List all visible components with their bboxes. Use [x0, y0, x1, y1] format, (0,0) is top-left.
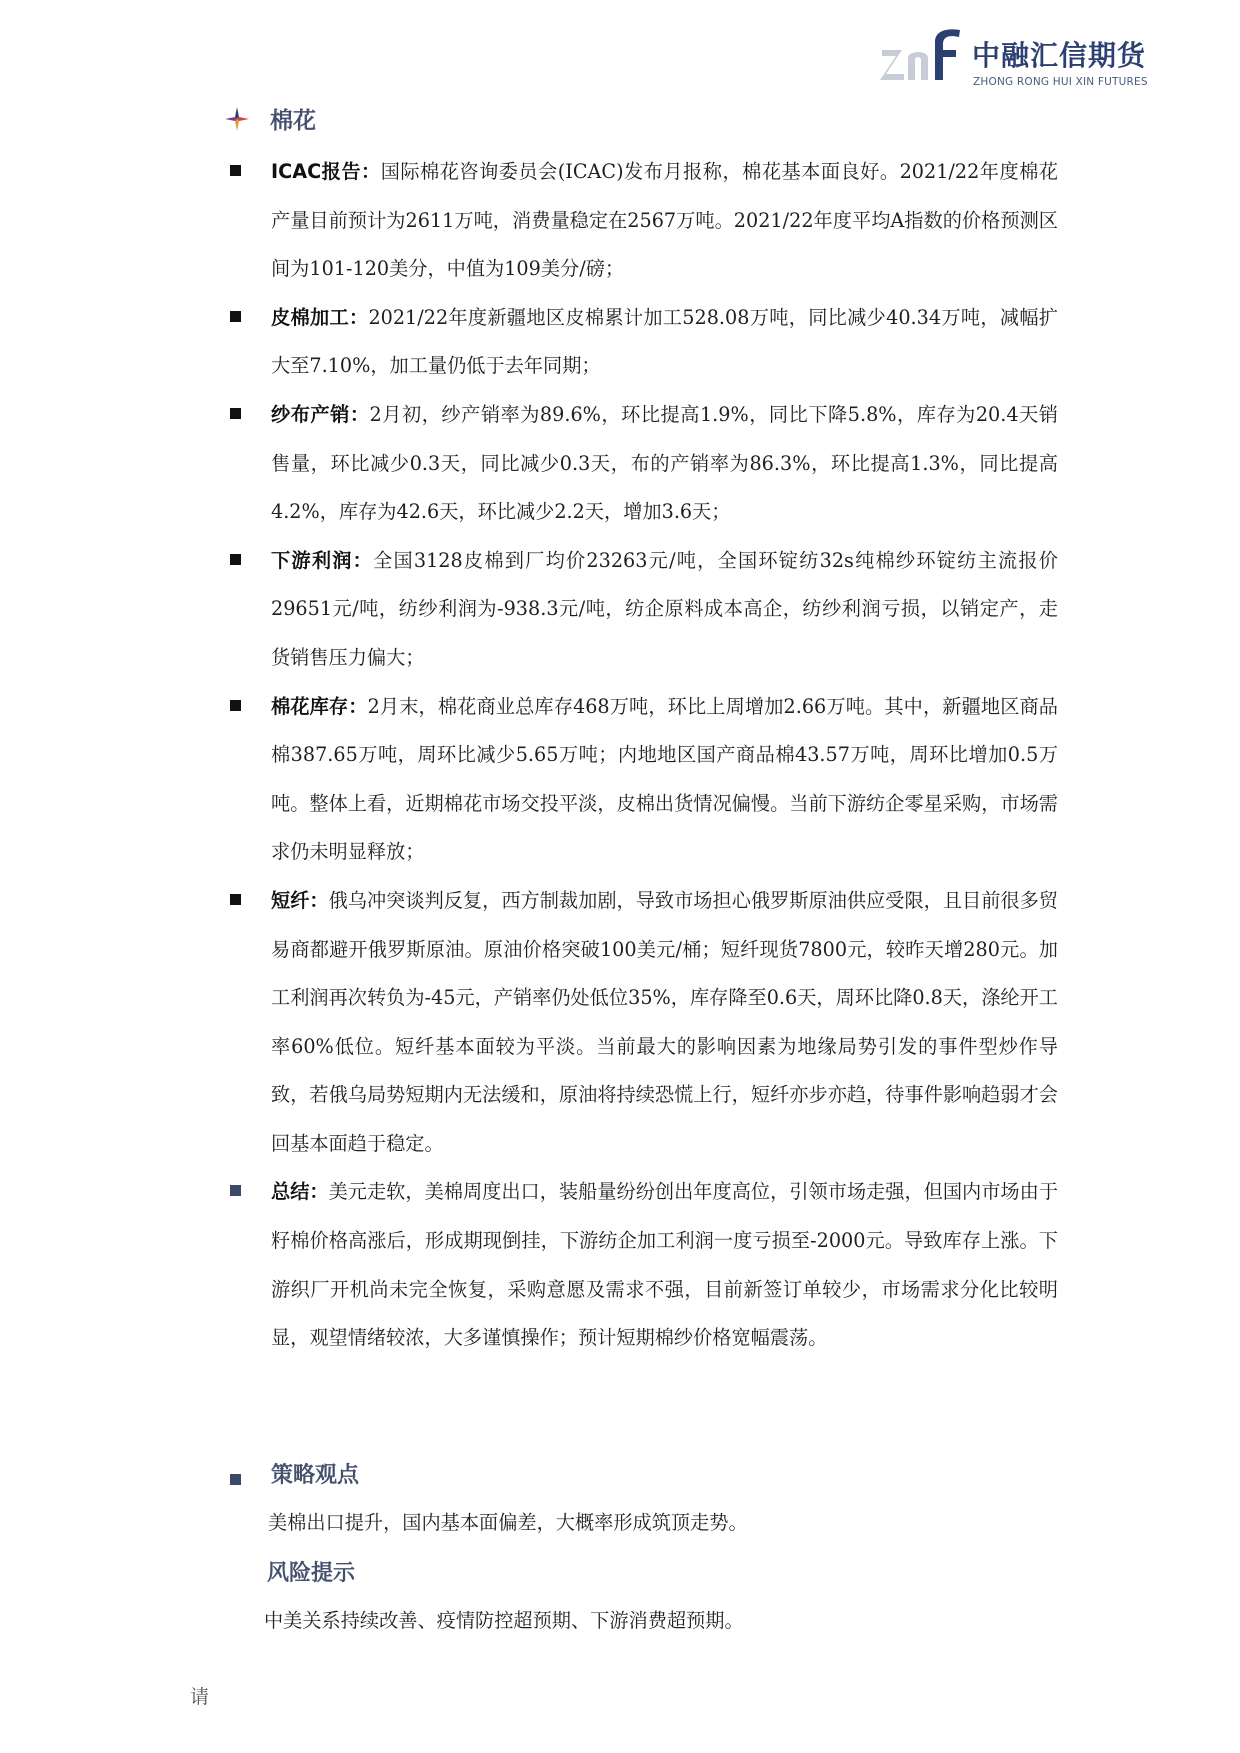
bullet-text: 国际棉花咨询委员会(ICAC)发布月报称，棉花基本面良好。2021/22年度棉花产量目前预计为2611万吨，消费量稳定在2567万吨。2021/22年度平均A指数的价格预测区间为101-120美分，中值为109美分/磅； — [271, 160, 1058, 281]
bullet-text: 2021/22年度新疆地区皮棉累计加工528.08万吨，同比减少40.34万吨，减幅扩大至7.10%，加工量仍低于去年同期； — [271, 305, 1058, 378]
square-bullet-icon — [230, 408, 241, 419]
strategy-text: 美棉出口提升，国内基本面偏差，大概率形成筑顶走势。 — [268, 1511, 748, 1534]
square-bullet-icon — [230, 700, 241, 711]
bullet-paragraph — [271, 294, 1058, 391]
logo-chinese-name: 中融汇信期货 — [972, 39, 1147, 72]
risk-text: 中美关系持续改善、疫情防控超预期、下游消费超预期。 — [264, 1609, 744, 1632]
bullet-text: 美元走软，美棉周度出口，装船量纷纷创出年度高位，引领市场走强，但国内市场由于籽棉价格高涨后，形成期现倒挂，下游纺企加工利润一度亏损至-2000元。导致库存上涨。下游织厂开机尚未完全恢复，采购意愿及需求不强，目前新签订单较少，市场需求分化比较明显，观望情绪较浓，大多谨慎操作；预计短期棉纱价格宽幅震荡。 — [271, 1180, 1059, 1350]
bullet-list — [228, 148, 1058, 1363]
bullet-item-ginning — [228, 294, 1058, 391]
bullet-item-cotton-inventory — [228, 683, 1058, 877]
bullet-text: 2月末，棉花商业总库存468万吨，环比上周增加2.66万吨。其中，新疆地区商品棉387.65万吨，周环比减少5.65万吨；内地地区国产商品棉43.57万吨，周环比增加0.5万吨。整体上看，近期棉花市场交投平淡，皮棉出货情况偏慢。当前下游纺企零星采购，市场需求仍未明显释放； — [271, 694, 1058, 864]
bullet-item-yarn-cloth — [228, 391, 1058, 537]
bullet-item-downstream-profit — [228, 537, 1058, 683]
bullet-text: 全国3128皮棉到厂均价23263元/吨，全国环锭纺32s纯棉纱环锭纺主流报价29651元/吨，纺纱利润为-938.3元/吨，纺企原料成本高企，纺纱利润亏损，以销定产，走货销售压力偏大； — [271, 548, 1058, 669]
bullet-lead: 皮棉加工： — [271, 305, 369, 329]
bullet-item-summary — [228, 1168, 1058, 1362]
pinwheel-bullet-icon — [224, 106, 250, 132]
logo-english-name: ZHONG RONG HUI XIN FUTURES — [973, 76, 1148, 88]
square-bullet-icon — [230, 554, 241, 565]
bullet-lead: 下游利润： — [271, 548, 374, 572]
bullet-item-icac — [228, 148, 1058, 294]
bullet-item-staple-fiber — [228, 877, 1058, 1169]
section-title: 棉花 — [270, 108, 316, 134]
bullet-text: 俄乌冲突谈判反复，西方制裁加剧，导致市场担心俄罗斯原油供应受限，且目前很多贸易商都避开俄罗斯原油。原油价格突破100美元/桶；短纤现货7800元，较昨天增280元。加工利润再次转负为-45元，产销率仍处低位35%，库存降至0.6天，周环比降0.8天，涤纶开工率60%低位。短纤基本面较为平淡。当前最大的影响因素为地缘局势引发的事件型炒作导致，若俄乌局势短期内无法缓和，原油将持续恐慌上行，短纤亦步亦趋，待事件影响趋弱才会回基本面趋于稳定。 — [271, 888, 1059, 1155]
bullet-lead: 总结： — [271, 1180, 329, 1204]
square-bullet-icon — [230, 1474, 241, 1485]
bullet-paragraph — [271, 537, 1058, 683]
bullet-lead: 棉花库存： — [271, 694, 368, 718]
company-logo — [880, 28, 1170, 94]
bullet-paragraph — [271, 877, 1058, 1169]
bullet-paragraph — [271, 1168, 1058, 1362]
square-bullet-icon — [230, 894, 241, 905]
bullet-paragraph — [271, 148, 1058, 294]
square-bullet-icon — [230, 1185, 241, 1196]
square-bullet-icon — [230, 311, 241, 322]
bullet-lead: ICAC报告： — [271, 160, 381, 183]
strategy-heading: 策略观点 — [271, 1463, 360, 1488]
square-bullet-icon — [230, 165, 241, 176]
risk-heading: 风险提示 — [267, 1561, 356, 1586]
bullet-paragraph — [271, 391, 1058, 537]
footer-text: 请 — [190, 1686, 210, 1708]
bullet-paragraph — [271, 683, 1058, 877]
bullet-lead: 纱布产销： — [271, 402, 370, 426]
bullet-text: 2月初，纱产销率为89.6%，环比提高1.9%，同比下降5.8%，库存为20.4天销售量，环比减少0.3天，同比减少0.3天，布的产销率为86.3%，环比提高1.3%，同比提高4.2%，库存为42.6天，环比减少2.2天，增加3.6天； — [271, 402, 1058, 524]
znf-logo-mark-icon — [880, 28, 968, 90]
bullet-lead: 短纤： — [271, 888, 329, 912]
